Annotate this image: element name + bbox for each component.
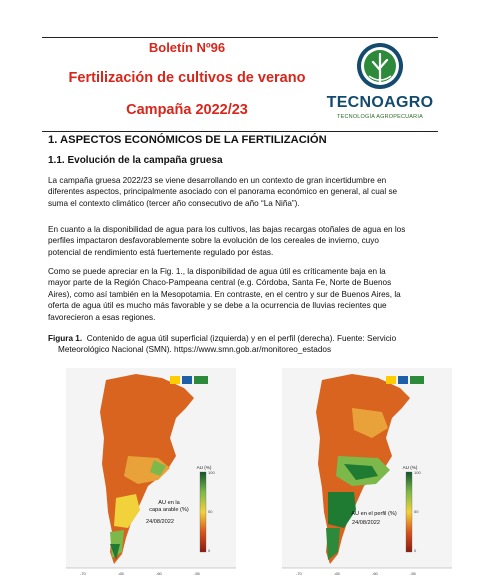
bulletin-number: Boletín Nº96 bbox=[148, 40, 226, 55]
colorbar-title: AU (%) bbox=[402, 465, 418, 470]
paragraph-line: potencial de rendimiento está fuertemente regulado por éstas. bbox=[48, 247, 274, 257]
document-title: Fertilización de cultivos de verano bbox=[68, 70, 306, 86]
lon-tick: -70 bbox=[296, 571, 302, 576]
figure-caption bbox=[48, 333, 458, 356]
tree-emblem-icon bbox=[325, 38, 435, 94]
lon-tick: -65 bbox=[118, 571, 124, 576]
paragraph-line: perfiles impactaron desfavorablemente sobre la evolución de los cereales de invierno, cuyo bbox=[48, 236, 379, 246]
paragraph-line: diferentes aspectos, principalmente asociado con el panorama económico en general, al cual se bbox=[48, 187, 398, 197]
campaign-title: Campaña 2022/23 bbox=[126, 102, 248, 118]
section-heading: 1. ASPECTOS ECONÓMICOS DE LA FERTILIZACIÓN bbox=[48, 134, 327, 146]
logo-tagline: TECNOLOGÍA AGROPECUARIA bbox=[337, 114, 423, 120]
colorbar-title: AU (%) bbox=[196, 465, 212, 470]
map-surface-water bbox=[66, 368, 236, 580]
map-profile-water bbox=[282, 368, 452, 580]
colorbar-tick: 100 bbox=[208, 470, 215, 475]
lon-tick: -70 bbox=[80, 571, 86, 576]
paragraph-line: Aires), como así también en la Mesopotamia. En contraste, en el centro y sur de Buenos Aires, la bbox=[48, 289, 401, 299]
section-rule bbox=[42, 131, 438, 132]
lon-tick: -60 bbox=[372, 571, 378, 576]
paragraph-line: favorecieron a esas regiones. bbox=[48, 312, 156, 322]
colorbar-tick: 0 bbox=[414, 548, 417, 553]
lon-tick: -65 bbox=[334, 571, 340, 576]
map-date: 24/08/2022 bbox=[146, 519, 174, 525]
map-label bbox=[142, 500, 196, 514]
section-subheading: 1.1. Evolución de la campaña gruesa bbox=[48, 155, 223, 166]
paragraph-line: Como se puede apreciar en la Fig. 1., la disponibilidad de agua útil es críticamente baja en la bbox=[48, 267, 386, 276]
paragraph-line: En cuanto a la disponibilidad de agua para los cultivos, las bajas recargas otoñales de agua en los bbox=[48, 225, 406, 234]
caption-line-2: Meteorológico Nacional (SMN). https://www.smn.gob.ar/monitoreo_estados bbox=[58, 345, 332, 355]
map-label-line: capa arable (%) bbox=[149, 507, 189, 513]
paragraph-3 bbox=[48, 266, 450, 323]
tecnoagro-logo bbox=[325, 38, 435, 128]
map-date: 24/08/2022 bbox=[352, 520, 380, 526]
lon-tick: -60 bbox=[156, 571, 162, 576]
colorbar-tick: 50 bbox=[208, 509, 213, 514]
paragraph-2 bbox=[48, 224, 450, 258]
lon-tick: -55 bbox=[410, 571, 416, 576]
paragraph-line: La campaña gruesa 2022/23 se viene desarrollando en un contexto de gran incertidumbre en bbox=[48, 176, 387, 185]
colorbar-tick: 100 bbox=[414, 470, 421, 475]
caption-line-1 bbox=[48, 333, 458, 344]
figure-label: Figura 1. bbox=[48, 334, 83, 343]
caption-text: Contenido de agua útil superficial (izquierda) y en el perfil (derecha). Fuente: Servicio bbox=[86, 334, 397, 343]
logo-brand-text: TECNOAGRO bbox=[326, 94, 434, 111]
paragraph-1 bbox=[48, 175, 450, 209]
paragraph-line: suma el contexto climático (tercer año consecutivo de año “La Niña”). bbox=[48, 198, 300, 208]
map-profile-water-image bbox=[282, 368, 452, 580]
paragraph-line: mayor parte de la Región Chaco-Pampeana central (e.g. Córdoba, Santa Fe, Norte de Buenos bbox=[48, 278, 392, 288]
map-label: AU en el perfil (%) bbox=[351, 511, 397, 517]
lon-tick: -55 bbox=[194, 571, 200, 576]
map-label-line: AU en la bbox=[158, 500, 180, 506]
paragraph-line: oferta de agua útil es mucho más favorable y se debe a la ocurrencia de lluvias recientes que bbox=[48, 301, 387, 311]
colorbar-tick: 50 bbox=[414, 509, 419, 514]
colorbar-tick: 0 bbox=[208, 548, 211, 553]
